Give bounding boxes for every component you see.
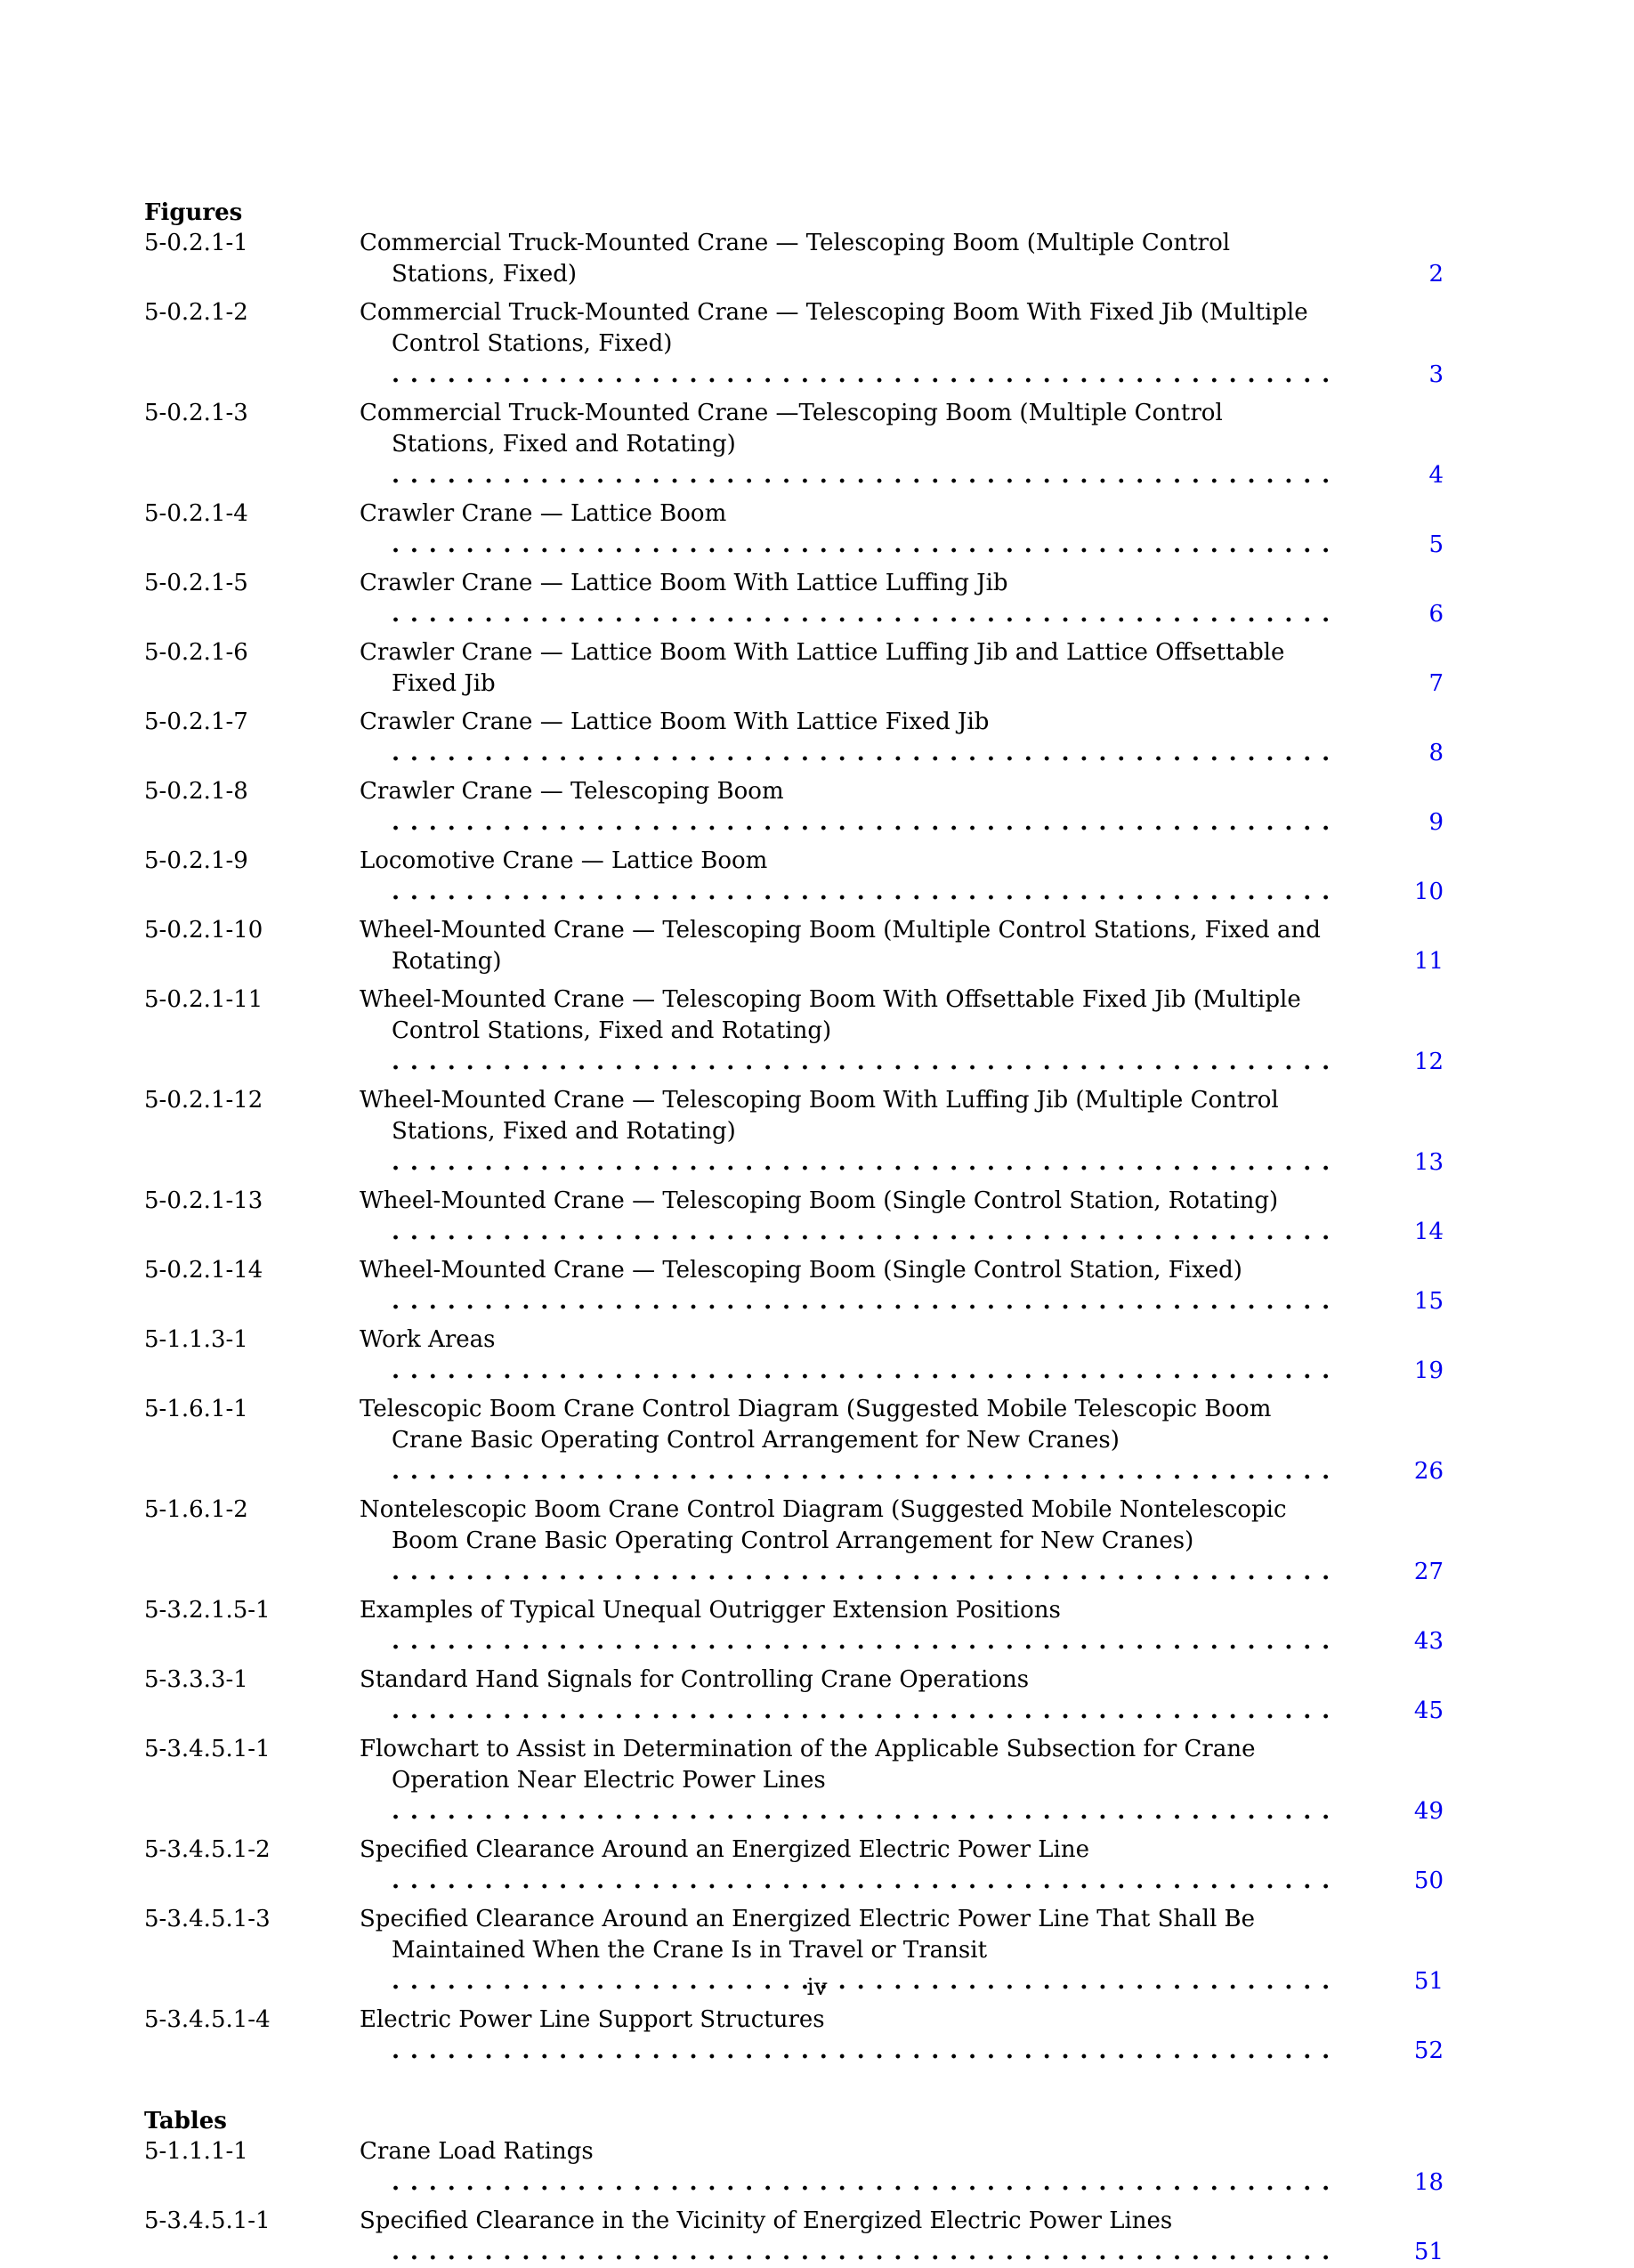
- entry-title: [360, 1324, 1330, 1387]
- entry-title-text: Wheel-Mounted Crane — Telescoping Boom (Single Control Station, Rotating): [360, 1187, 1279, 1214]
- toc-entry[interactable]: [144, 2206, 1444, 2268]
- entry-title: [360, 1665, 1330, 1727]
- tables-heading: Tables: [144, 2108, 227, 2134]
- entry-title: [360, 776, 1330, 838]
- entry-title: [360, 228, 1330, 290]
- list-of-figures-and-tables: [144, 198, 1444, 2268]
- entry-number: 5-0.2.1-12: [144, 1087, 263, 1114]
- entry-title: [360, 1085, 1330, 1179]
- entry-title-text: Telescopic Boom Crane Control Diagram (Suggested Mobile Telescopic Boom Crane Basic Operating Control Arrangement for New Cranes): [360, 1396, 1272, 1454]
- entry-title: [360, 398, 1330, 491]
- entry-page-link[interactable]: 27: [1413, 1559, 1444, 1585]
- toc-entry[interactable]: [144, 297, 1444, 391]
- entry-title-text: Crawler Crane — Telescoping Boom: [360, 778, 784, 805]
- entry-title-text: Specified Clearance Around an Energized Electric Power Line: [360, 1836, 1090, 1863]
- tables-section: [144, 2106, 1444, 2268]
- entry-title-text: Crawler Crane — Lattice Boom With Lattice Luffing Jib and Lattice Offsettable Fixed Jib: [360, 639, 1285, 697]
- figures-section: [144, 198, 1444, 2067]
- toc-entry[interactable]: [144, 1665, 1444, 1727]
- entry-number: 5-1.1.1-1: [144, 2138, 248, 2165]
- entry-page-link[interactable]: 45: [1413, 1697, 1444, 1724]
- toc-entry[interactable]: [144, 846, 1444, 908]
- toc-entry[interactable]: [144, 1595, 1444, 1657]
- entry-number: 5-0.2.1-3: [144, 400, 248, 426]
- toc-entry[interactable]: [144, 1085, 1444, 1179]
- entry-page-link[interactable]: 11: [1413, 948, 1444, 975]
- entry-title: [360, 707, 1330, 769]
- toc-entry[interactable]: [144, 498, 1444, 561]
- entry-title-text: Commercial Truck-Mounted Crane — Telescoping Boom With Fixed Jib (Multiple Control Stations, Fixed): [360, 299, 1308, 357]
- entry-title: [360, 1394, 1330, 1487]
- entry-title-text: Wheel-Mounted Crane — Telescoping Boom With Offsettable Fixed Jib (Multiple Control Stations, Fixed and Rotating): [360, 986, 1301, 1044]
- entry-number: 5-3.2.1.5-1: [144, 1597, 271, 1624]
- entry-title: [360, 568, 1330, 630]
- entry-page-link[interactable]: 19: [1413, 1357, 1444, 1384]
- entry-page-link[interactable]: 13: [1413, 1149, 1444, 1176]
- entry-title-text: Wheel-Mounted Crane — Telescoping Boom With Luffing Jib (Multiple Control Stations, Fixed and Rotating): [360, 1087, 1279, 1145]
- entry-title: [360, 2206, 1330, 2268]
- toc-entry[interactable]: [144, 1186, 1444, 1248]
- entry-title-text: Crawler Crane — Lattice Boom With Lattice Luffing Jib: [360, 570, 1008, 596]
- toc-entry[interactable]: [144, 398, 1444, 491]
- entry-number: 5-0.2.1-9: [144, 847, 248, 874]
- entry-number: 5-3.4.5.1-1: [144, 2207, 271, 2234]
- entry-page-link[interactable]: 49: [1413, 1798, 1444, 1825]
- entry-number: 5-0.2.1-2: [144, 299, 248, 326]
- entry-number: 5-0.2.1-1: [144, 230, 248, 256]
- entry-number: 5-0.2.1-11: [144, 986, 263, 1013]
- toc-entry[interactable]: [144, 1394, 1444, 1487]
- entry-title: [360, 2005, 1330, 2067]
- figures-list: [144, 228, 1444, 2067]
- entry-title-text: Commercial Truck-Mounted Crane — Telescoping Boom (Multiple Control Stations, Fixed): [360, 230, 1231, 288]
- entry-title-text: Flowchart to Assist in Determination of the Applicable Subsection for Crane Operation Near Electric Power Lines: [360, 1736, 1256, 1794]
- entry-title-text: Nontelescopic Boom Crane Control Diagram (Suggested Mobile Nontelescopic Boom Crane Basic Operating Control Arrangement for New Cranes): [360, 1496, 1287, 1554]
- entry-page-link[interactable]: 8: [1428, 740, 1444, 766]
- entry-number: 5-3.4.5.1-1: [144, 1736, 271, 1762]
- entry-title: [360, 1835, 1330, 1897]
- entry-number: 5-1.6.1-1: [144, 1396, 248, 1422]
- entry-page-link[interactable]: 52: [1413, 2037, 1444, 2064]
- entry-title: [360, 915, 1330, 977]
- entry-number: 5-0.2.1-13: [144, 1187, 263, 1214]
- entry-number: 5-3.4.5.1-4: [144, 2006, 271, 2033]
- entry-page-link[interactable]: 3: [1428, 361, 1444, 388]
- entry-title: [360, 1255, 1330, 1317]
- toc-entry[interactable]: [144, 915, 1444, 977]
- entry-title: [360, 637, 1330, 700]
- entry-title-text: Crane Load Ratings: [360, 2138, 594, 2165]
- entry-number: 5-0.2.1-10: [144, 917, 263, 944]
- footer-page-number: iv: [806, 1974, 828, 2001]
- entry-title: [360, 498, 1330, 561]
- toc-entry[interactable]: [144, 228, 1444, 290]
- entry-page-link[interactable]: 26: [1413, 1458, 1444, 1485]
- entry-page-link[interactable]: 43: [1413, 1628, 1444, 1655]
- entry-page-link[interactable]: 14: [1413, 1219, 1444, 1245]
- entry-title-text: Specified Clearance Around an Energized Electric Power Line That Shall Be Maintained When the Crane Is in Travel or Transit: [360, 1906, 1256, 1964]
- entry-title-text: Crawler Crane — Lattice Boom With Lattice Fixed Jib: [360, 709, 990, 735]
- entry-title: [360, 1186, 1330, 1248]
- entry-title-text: Specified Clearance in the Vicinity of Energized Electric Power Lines: [360, 2207, 1173, 2234]
- entry-page-link[interactable]: 18: [1413, 2169, 1444, 2196]
- entry-title-text: Crawler Crane — Lattice Boom: [360, 500, 727, 527]
- entry-number: 5-3.4.5.1-2: [144, 1836, 271, 1863]
- entry-title-text: Commercial Truck-Mounted Crane —Telescoping Boom (Multiple Control Stations, Fixed and Rotating): [360, 400, 1223, 458]
- entry-title: [360, 297, 1330, 391]
- entry-number: 5-3.3.3-1: [144, 1666, 248, 1693]
- toc-entry[interactable]: [144, 568, 1444, 630]
- entry-title: [360, 984, 1330, 1078]
- toc-entry[interactable]: [144, 707, 1444, 769]
- entry-page-link[interactable]: 9: [1428, 809, 1444, 836]
- entry-title-text: Wheel-Mounted Crane — Telescoping Boom (Single Control Station, Fixed): [360, 1257, 1242, 1284]
- entry-page-link[interactable]: 10: [1413, 879, 1444, 905]
- entry-title-text: Examples of Typical Unequal Outrigger Extension Positions: [360, 1597, 1061, 1624]
- entry-number: 5-0.2.1-5: [144, 570, 248, 596]
- tables-list: [144, 2136, 1444, 2268]
- entry-number: 5-1.6.1-2: [144, 1496, 248, 1523]
- entry-number: 5-0.2.1-6: [144, 639, 248, 666]
- toc-entry[interactable]: [144, 1494, 1444, 1588]
- entry-title: [360, 1595, 1330, 1657]
- entry-page-link[interactable]: 50: [1413, 1867, 1444, 1894]
- entry-title: [360, 2136, 1330, 2199]
- entry-title-text: Electric Power Line Support Structures: [360, 2006, 825, 2033]
- entry-title: [360, 1734, 1330, 1827]
- entry-title: [360, 1494, 1330, 1588]
- toc-entry[interactable]: [144, 776, 1444, 838]
- entry-page-link[interactable]: 5: [1428, 531, 1444, 558]
- toc-entry[interactable]: [144, 1835, 1444, 1897]
- entry-number: 5-0.2.1-14: [144, 1257, 263, 1284]
- toc-entry[interactable]: [144, 1255, 1444, 1317]
- entry-page-link[interactable]: 4: [1428, 462, 1444, 489]
- entry-page-link[interactable]: 51: [1413, 2239, 1444, 2265]
- entry-page-link[interactable]: 12: [1413, 1049, 1444, 1075]
- entry-title-text: Locomotive Crane — Lattice Boom: [360, 847, 768, 874]
- toc-entry[interactable]: [144, 2136, 1444, 2199]
- entry-page-link[interactable]: 15: [1413, 1288, 1444, 1315]
- entry-title-text: Standard Hand Signals for Controlling Crane Operations: [360, 1666, 1030, 1693]
- entry-number: 5-3.4.5.1-3: [144, 1906, 271, 1932]
- toc-entry[interactable]: [144, 1734, 1444, 1827]
- entry-page-link[interactable]: 6: [1428, 601, 1444, 628]
- entry-page-link[interactable]: 2: [1428, 261, 1444, 288]
- entry-number: 5-1.1.3-1: [144, 1326, 248, 1353]
- toc-entry[interactable]: [144, 2005, 1444, 2067]
- entry-page-link[interactable]: 7: [1428, 670, 1444, 697]
- entry-number: 5-0.2.1-4: [144, 500, 248, 527]
- entry-title-text: Wheel-Mounted Crane — Telescoping Boom (Multiple Control Stations, Fixed and Rotating): [360, 917, 1321, 975]
- toc-entry[interactable]: [144, 1324, 1444, 1387]
- entry-page-link[interactable]: 51: [1413, 1968, 1444, 1995]
- toc-entry[interactable]: [144, 984, 1444, 1078]
- toc-entry[interactable]: [144, 637, 1444, 700]
- entry-number: 5-0.2.1-7: [144, 709, 248, 735]
- entry-title-text: Work Areas: [360, 1326, 496, 1353]
- entry-title: [360, 846, 1330, 908]
- entry-number: 5-0.2.1-8: [144, 778, 248, 805]
- figures-heading: Figures: [144, 199, 243, 226]
